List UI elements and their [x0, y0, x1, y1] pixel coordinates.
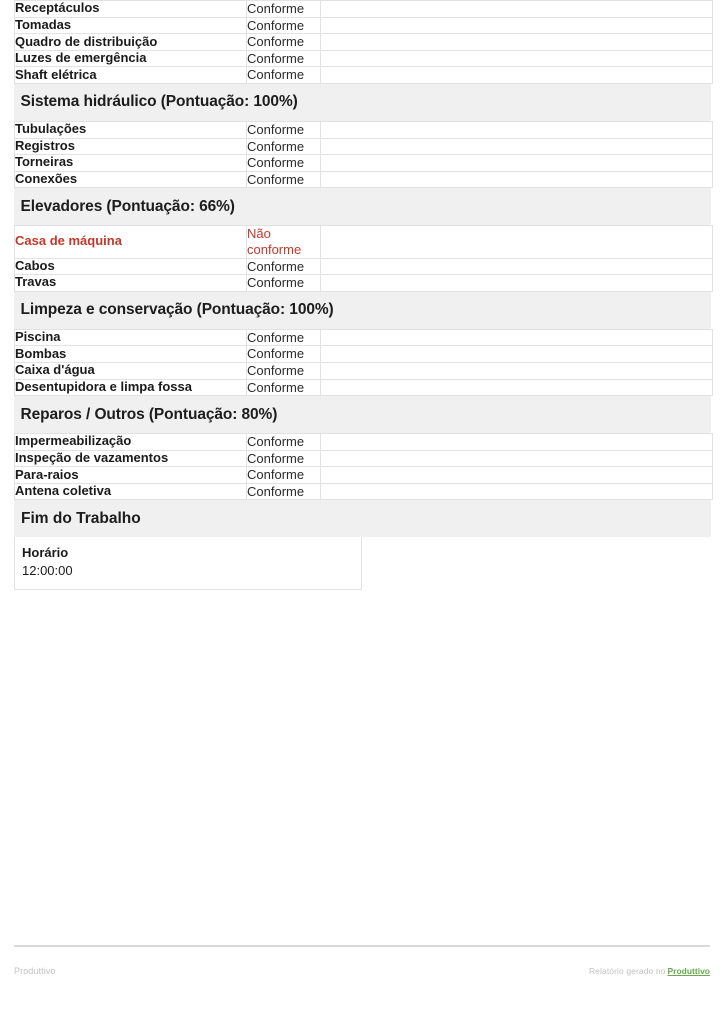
field-horario	[14, 537, 362, 589]
cell-item-status	[247, 450, 321, 467]
field-horario-value: 12:00:00	[22, 563, 73, 579]
status-badge: Conforme	[247, 329, 305, 345]
cell-item-name: Luzes de emergência	[15, 50, 247, 67]
cell-item-status	[247, 362, 321, 379]
cell-item-status	[247, 226, 321, 258]
cell-item-status	[247, 258, 321, 275]
cell-item-name: Inspeção de vazamentos	[15, 450, 247, 467]
table-row	[15, 121, 713, 138]
status-badge: Conforme	[247, 1, 305, 16]
table-row	[15, 467, 713, 484]
status-badge: Conforme	[247, 434, 305, 450]
section-band	[14, 396, 711, 433]
cell-item-notes	[321, 379, 713, 396]
cell-item-name: Registros	[15, 138, 247, 155]
section-title-fim-do-trabalho: Fim do Trabalho	[21, 509, 141, 527]
status-badge: Não conforme	[247, 226, 302, 257]
footer-brand-label: Produttivo	[14, 966, 56, 976]
status-badge: Conforme	[247, 258, 305, 274]
section-band	[14, 188, 711, 225]
section-band	[14, 84, 711, 121]
cell-item-status	[247, 379, 321, 396]
table-row	[15, 483, 713, 500]
table-row	[15, 226, 713, 258]
table-row	[15, 171, 713, 188]
status-badge: Conforme	[247, 450, 305, 466]
cell-item-notes	[321, 50, 713, 67]
table-row	[15, 17, 713, 34]
status-badge: Conforme	[247, 34, 305, 50]
section-header-sistema-hidraulico	[15, 83, 713, 121]
cell-item-notes	[321, 450, 713, 467]
footer-produttivo-link[interactable]: Produttivo	[667, 966, 710, 976]
section-header-elevadores	[15, 188, 713, 226]
footer-content	[14, 961, 710, 979]
status-badge: Conforme	[247, 362, 305, 378]
status-badge: Conforme	[247, 121, 305, 137]
footer-generated-by	[589, 961, 710, 979]
cell-item-notes	[321, 346, 713, 363]
section-title-reparos-outros: Reparos / Outros (Pontuação: 80%)	[20, 405, 278, 423]
cell-item-name: Desentupidora e limpa fossa	[15, 379, 247, 396]
cell-item-name: Tubulações	[15, 121, 247, 138]
cell-item-status	[247, 138, 321, 155]
section-title-sistema-hidraulico: Sistema hidráulico (Pontuação: 100%)	[20, 93, 298, 111]
cell-item-notes	[321, 171, 713, 188]
page-footer	[0, 945, 724, 979]
cell-item-notes	[321, 226, 713, 258]
section-header-row	[15, 83, 713, 121]
table-row	[15, 275, 713, 292]
status-badge: Conforme	[247, 275, 305, 291]
cell-item-name: Casa de máquina	[15, 226, 247, 258]
table-row	[15, 155, 713, 172]
cell-item-notes	[321, 67, 713, 84]
cell-item-notes	[321, 329, 713, 346]
status-badge: Conforme	[247, 346, 305, 362]
section-header-fim-do-trabalho	[14, 500, 711, 537]
cell-item-status	[247, 121, 321, 138]
inspection-table	[14, 0, 713, 500]
footer-divider	[14, 945, 710, 947]
status-badge: Conforme	[247, 50, 305, 66]
section-header-row	[15, 188, 713, 226]
cell-item-status	[247, 434, 321, 451]
status-badge: Conforme	[247, 67, 305, 83]
table-row	[15, 346, 713, 363]
cell-item-notes	[321, 17, 713, 34]
section-header-row	[15, 396, 713, 434]
cell-item-name: Travas	[15, 275, 247, 292]
status-badge: Conforme	[247, 467, 305, 483]
section-header-row	[15, 291, 713, 329]
section-header-limpeza-e-conservacao	[15, 291, 713, 329]
cell-item-status	[247, 329, 321, 346]
field-horario-label: Horário	[22, 545, 69, 561]
table-row	[15, 34, 713, 51]
status-badge: Conforme	[247, 155, 305, 171]
cell-item-notes	[321, 434, 713, 451]
cell-item-name: Tomadas	[15, 17, 247, 34]
cell-item-notes	[321, 34, 713, 51]
cell-item-notes	[321, 483, 713, 500]
table-row	[15, 450, 713, 467]
cell-item-status	[247, 171, 321, 188]
cell-item-status	[247, 155, 321, 172]
cell-item-name: Conexões	[15, 171, 247, 188]
cell-item-status	[247, 467, 321, 484]
cell-item-notes	[321, 121, 713, 138]
cell-item-name: Cabos	[15, 258, 247, 275]
cell-item-notes	[321, 275, 713, 292]
status-badge: Conforme	[247, 171, 305, 187]
cell-item-name: Para-raios	[15, 467, 247, 484]
cell-item-name: Antena coletiva	[15, 483, 247, 500]
cell-item-name: Shaft elétrica	[15, 67, 247, 84]
inspection-table-body	[15, 1, 713, 500]
cell-item-notes	[321, 362, 713, 379]
table-row	[15, 329, 713, 346]
cell-item-name: Piscina	[15, 329, 247, 346]
cell-item-name: Impermeabilização	[15, 434, 247, 451]
cell-item-notes	[321, 155, 713, 172]
section-band	[14, 292, 711, 329]
cell-item-notes	[321, 467, 713, 484]
cell-item-status	[247, 34, 321, 51]
table-row	[15, 258, 713, 275]
cell-item-status	[247, 483, 321, 500]
table-row	[15, 434, 713, 451]
cell-item-name: Torneiras	[15, 155, 247, 172]
cell-item-notes	[321, 138, 713, 155]
table-row	[15, 362, 713, 379]
cell-item-notes	[321, 1, 713, 18]
cell-item-status	[247, 275, 321, 292]
footer-generated-text: Relatório gerado no	[588, 966, 666, 976]
table-row	[15, 379, 713, 396]
table-row	[15, 67, 713, 84]
cell-item-status	[247, 67, 321, 84]
table-row	[15, 138, 713, 155]
cell-item-status	[247, 1, 321, 18]
status-badge: Conforme	[247, 379, 305, 395]
section-header-reparos-outros	[15, 396, 713, 434]
cell-item-name: Bombas	[15, 346, 247, 363]
section-title-elevadores: Elevadores (Pontuação: 66%)	[20, 197, 235, 215]
table-row	[15, 1, 713, 18]
table-row	[15, 50, 713, 67]
cell-item-status	[247, 50, 321, 67]
cell-item-name: Receptáculos	[15, 1, 247, 18]
cell-item-status	[247, 346, 321, 363]
status-badge: Conforme	[247, 17, 305, 33]
cell-item-notes	[321, 258, 713, 275]
section-title-limpeza-e-conservacao: Limpeza e conservação (Pontuação: 100%)	[20, 301, 334, 319]
cell-item-name: Caixa d'água	[15, 362, 247, 379]
status-badge: Conforme	[247, 483, 305, 499]
status-badge: Conforme	[247, 138, 305, 154]
cell-item-status	[247, 17, 321, 34]
cell-item-name: Quadro de distribuição	[15, 34, 247, 51]
